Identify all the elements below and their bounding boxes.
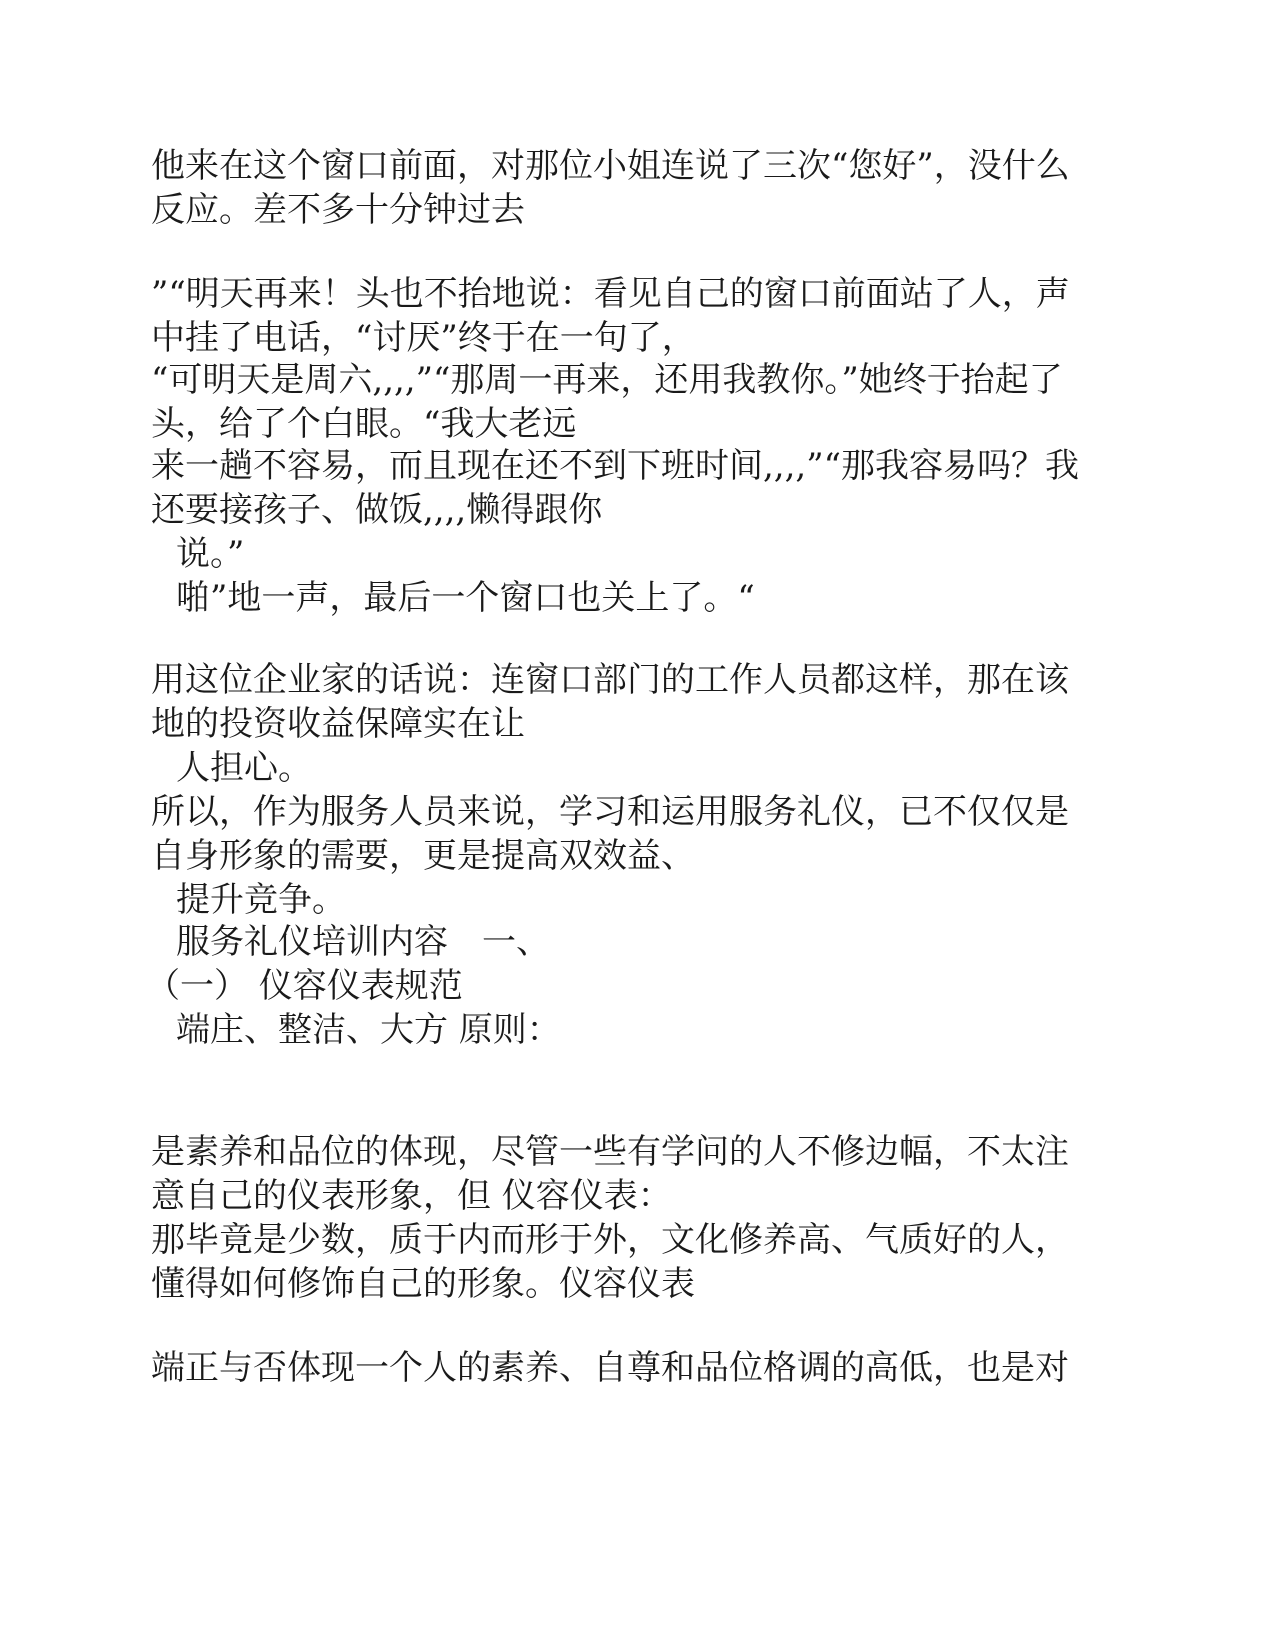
text-line: 是素养和品位的体现，尽管一些有学问的人不修边幅，不太注 (151, 1132, 1069, 1172)
text-line: “可明天是周六,,,,”“那周一再来，还用我教你。”她终于抬起了 (151, 360, 1063, 400)
text-line: 反应。差不多十分钟过去 (151, 190, 525, 230)
text-line: 还要接孩子、做饭,,,,懒得跟你 (151, 490, 603, 530)
text-line: 那毕竟是少数，质于内而形于外，文化修养高、气质好的人， (151, 1220, 1069, 1260)
text-line: 他来在这个窗口前面，对那位小姐连说了三次“您好”，没什么 (151, 146, 1070, 186)
text-line: 端正与否体现一个人的素养、自尊和品位格调的高低，也是对 (151, 1348, 1069, 1388)
text-line: 说。” (176, 534, 245, 574)
text-line: 中挂了电话，“讨厌”终于在一句了， (151, 318, 696, 358)
text-line: 啪”地一声，最后一个窗口也关上了。“ (176, 578, 755, 618)
subsection-heading: （一） 仪容仪表规范 (146, 966, 463, 1006)
text-line: 头，给了个白眼。“我大老远 (151, 404, 577, 444)
text-line: 用这位企业家的话说：连窗口部门的工作人员都这样，那在该 (151, 660, 1069, 700)
text-line: 地的投资收益保障实在让 (151, 704, 525, 744)
text-line: ”“明天再来！头也不抬地说：看见自己的窗口前面站了人，声 (151, 274, 1070, 314)
text-line: 所以，作为服务人员来说，学习和运用服务礼仪，已不仅仅是 (151, 792, 1069, 832)
text-line: 端庄、整洁、大方 原则： (176, 1010, 561, 1050)
text-line: 懂得如何修饰自己的形象。仪容仪表 (151, 1264, 695, 1304)
text-line: 来一趟不容易，而且现在还不到下班时间,,,,”“那我容易吗？我 (151, 446, 1079, 486)
text-line: 自身形象的需要，更是提高双效益、 (151, 836, 695, 876)
text-line: 人担心。 (176, 748, 312, 788)
section-heading: 服务礼仪培训内容 一、 (176, 922, 550, 962)
text-line: 意自己的仪表形象，但 仪容仪表： (151, 1176, 672, 1216)
text-line: 提升竞争。 (176, 880, 346, 920)
